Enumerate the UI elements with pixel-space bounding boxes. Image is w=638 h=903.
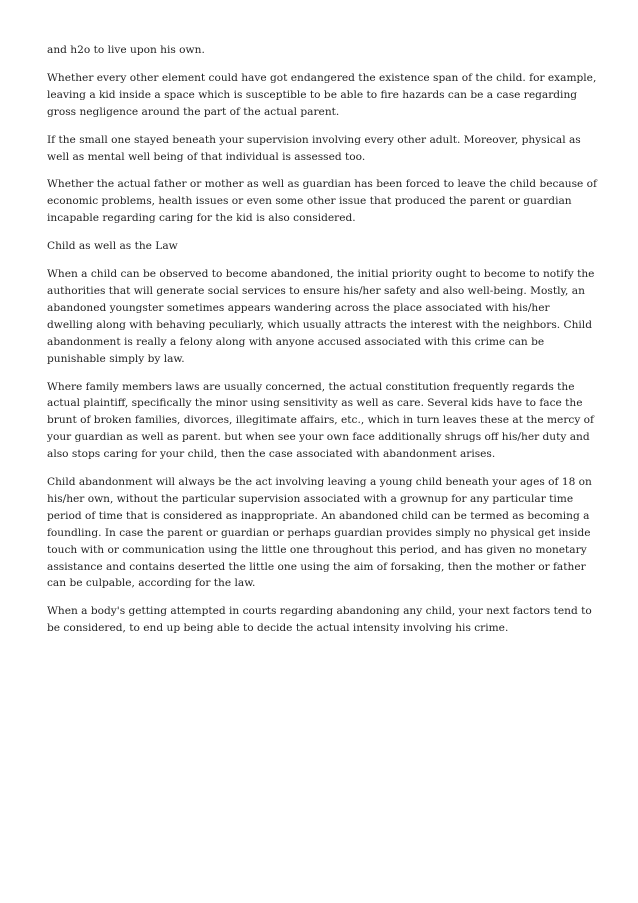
paragraph-4: Whether the actual father or mother as well as guardian has been forced to leave the child because of economic problems, health issues or even some other issue that produced the parent or guardian incapable regarding caring for the kid is also considered. xyxy=(47,178,597,225)
paragraph-3: If the small one stayed beneath your supervision involving every other adult. Moreover, physical as well as mental well being of that individual is assessed too. xyxy=(47,133,581,163)
paragraph-1: and h2o to live upon his own. xyxy=(47,44,205,56)
paragraph-7: Child abandonment will always be the act involving leaving a young child beneath your ages of 18 on his/her own, without the particular supervision associated with a grownup for any particular time period of time that is considered as inappropriate. An abandoned child can be termed as becoming a foundling. In case the parent or guardian or perhaps guardian provides simply no physical get inside touch with or communication using the little one throughout this period, and has given no monetary assistance and contains deserted the little one using the aim of forsaking, then the mother or father can be culpable, according for the law. xyxy=(47,476,592,590)
paragraph-6: Where family members laws are usually concerned, the actual constitution frequently regards the actual plaintiff, specifically the minor using sensitivity as well as care. Several kids have to face the brunt of broken families, divorces, illegitimate affairs, etc., which in turn leaves these at the mercy of your guardian as well as parent. but when see your own face additionally shrugs off his/her duty and also stops caring for your child, then the case associated with abandonment arises. xyxy=(47,380,594,461)
section-heading: Child as well as the Law xyxy=(47,240,178,253)
paragraph-5: When a child can be observed to become abandoned, the initial priority ought to become to notify the authorities that will generate social services to ensure his/her safety and also well-being. Mostly, an abandoned youngster sometimes appears wandering across the place associated with his/her dwelling along with behaving peculiarly, which usually attracts the interest with the neighbors. Child abandonment is really a felony along with anyone accused associated with this crime can be punishable simply by law. xyxy=(47,268,595,365)
paragraph-8: When a body's getting attempted in courts regarding abandoning any child, your next factors tend to be considered, to end up being able to decide the actual intensity involving his crime. xyxy=(47,605,592,635)
paragraph-2: Whether every other element could have got endangered the existence span of the child. for example, leaving a kid inside a space which is susceptible to be able to fire hazards can be a case regarding gross negligence around the part of the actual parent. xyxy=(47,71,597,118)
document-page xyxy=(47,42,597,648)
